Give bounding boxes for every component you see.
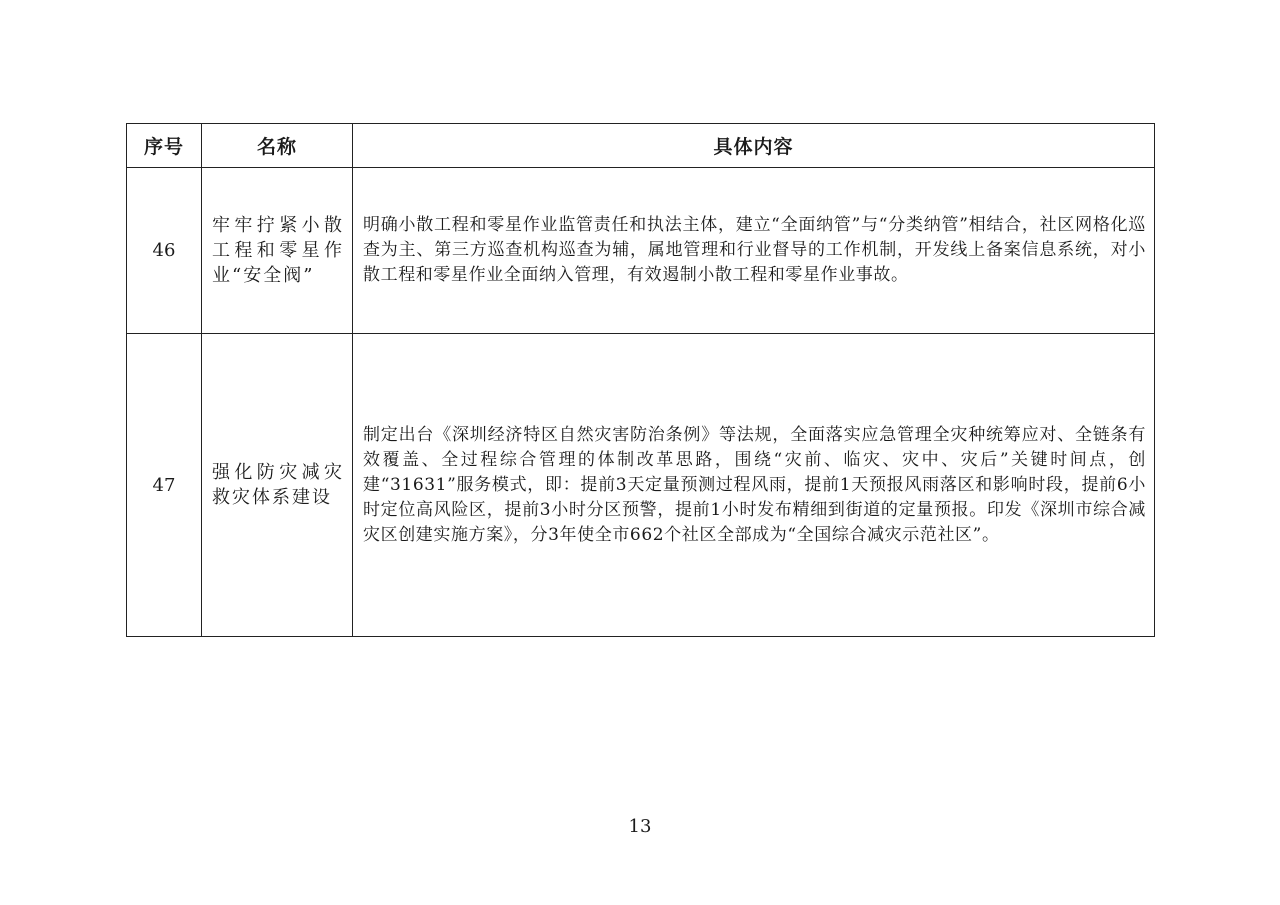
header-content: 具体内容	[353, 124, 1155, 168]
row-name: 牢牢拧紧小散工程和零星作业“安全阀”	[202, 168, 353, 334]
row-serial-number: 47	[127, 334, 202, 637]
row-name: 强化防灾减灾救灾体系建设	[202, 334, 353, 637]
table-header-row	[127, 124, 1155, 168]
header-name: 名称	[202, 124, 353, 168]
table-row	[127, 168, 1155, 334]
table-row	[127, 334, 1155, 637]
row-content: 制定出台《深圳经济特区自然灾害防治条例》等法规，全面落实应急管理全灾种统筹应对、全链条有效覆盖、全过程综合管理的体制改革思路，围绕“灾前、临灾、灾中、灾后”关键时间点，创建“31631”服务模式，即：提前3天定量预测过程风雨，提前1天预报风雨落区和影响时段，提前6小时定位高风险区，提前3小时分区预警，提前1小时发布精细到街道的定量预报。印发《深圳市综合减灾区创建实施方案》，分3年使全市662个社区全部成为“全国综合减灾示范社区”。	[353, 334, 1155, 637]
page-number: 13	[628, 816, 652, 837]
header-serial-number: 序号	[127, 124, 202, 168]
row-content: 明确小散工程和零星作业监管责任和执法主体，建立“全面纳管”与“分类纳管”相结合，社区网格化巡查为主、第三方巡查机构巡查为辅，属地管理和行业督导的工作机制，开发线上备案信息系统，对小散工程和零星作业全面纳入管理，有效遏制小散工程和零星作业事故。	[353, 168, 1155, 334]
measures-table	[126, 123, 1155, 637]
row-serial-number: 46	[127, 168, 202, 334]
